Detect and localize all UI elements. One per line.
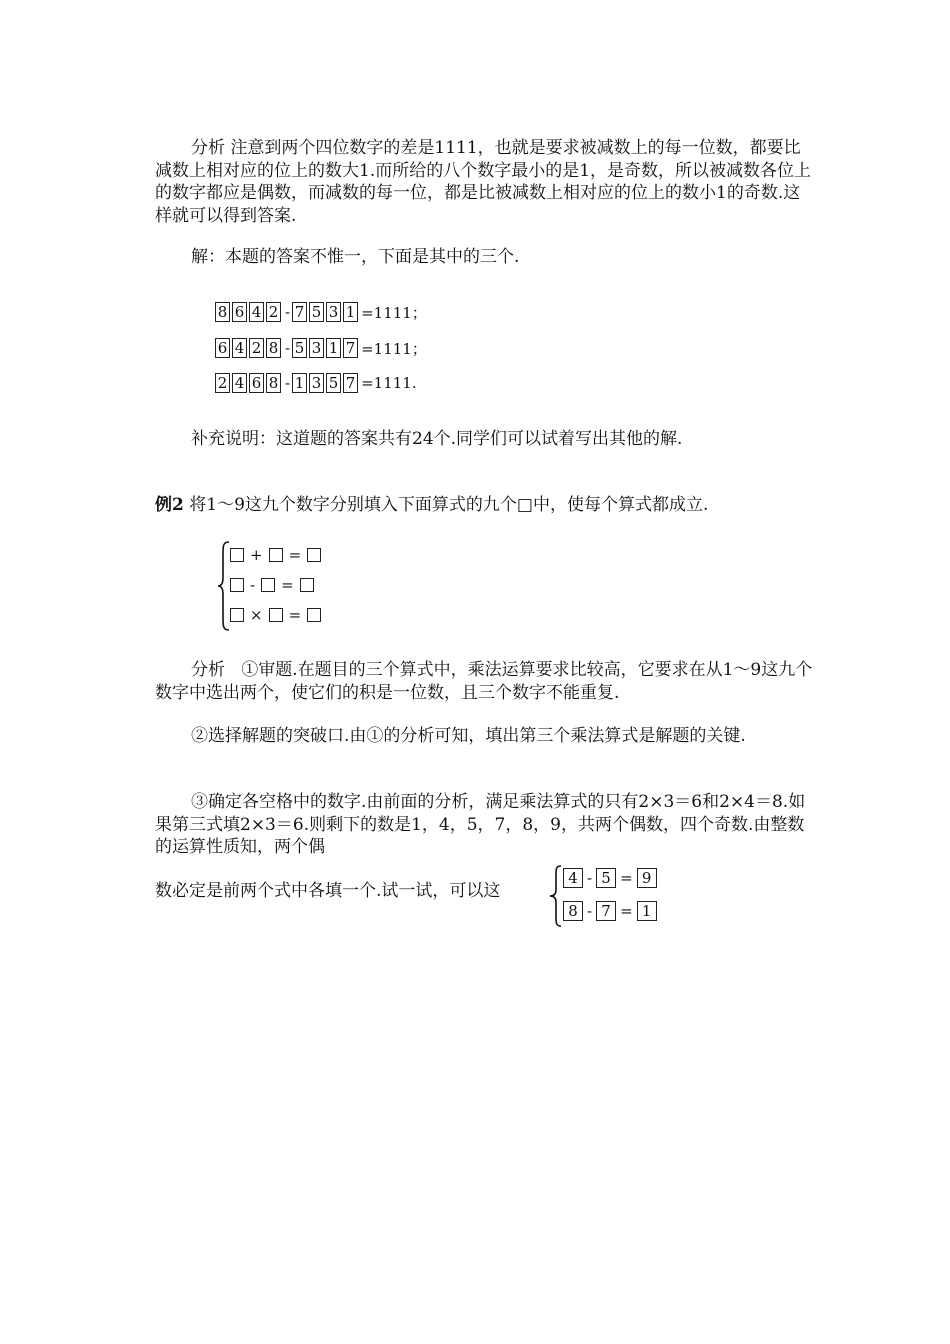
minus-sign: - bbox=[587, 902, 593, 920]
times-sign: × bbox=[250, 606, 263, 624]
equals-sign: = bbox=[288, 546, 302, 564]
example-2-heading bbox=[155, 494, 815, 517]
equation-row-3 bbox=[215, 371, 417, 395]
answer-box: 1 bbox=[637, 901, 657, 921]
equals-sign: = bbox=[620, 869, 633, 887]
digit-box: 2 bbox=[249, 338, 264, 358]
blank-box bbox=[300, 578, 314, 592]
equals-sign: = bbox=[288, 606, 302, 624]
equation-row-2 bbox=[215, 336, 427, 360]
equation-result: =1111. bbox=[361, 374, 417, 392]
solution-intro: 解：本题的答案不惟一，下面是其中的三个. bbox=[191, 247, 520, 267]
answer-box: 8 bbox=[563, 901, 583, 921]
plus-sign: + bbox=[250, 546, 263, 564]
left-brace-icon bbox=[549, 864, 563, 928]
digit-box: 8 bbox=[215, 302, 230, 322]
system-row-1 bbox=[230, 544, 321, 566]
digit-box: 2 bbox=[215, 373, 230, 393]
blank-box bbox=[269, 608, 283, 622]
equals-sign: = bbox=[620, 902, 633, 920]
answer-box: 9 bbox=[637, 868, 657, 888]
answer-box: 7 bbox=[596, 901, 616, 921]
digit-box: 1 bbox=[326, 338, 341, 358]
analysis-step-3: ③确定各空格中的数字.由前面的分析，满足乘法算式的只有2×3＝6和2×4＝8.如果第三式填2×3＝6.则剩下的数是1，4，5，7，8，9，共两个偶数，四个奇数.由整数的运算性质知，两个偶 bbox=[155, 792, 806, 857]
digit-box: 6 bbox=[232, 302, 247, 322]
analysis-text: 注意到两个四位数字的差是1111，也就是要求被减数上的每一位数，都要比减数上相对应的位上的数大1.而所给的八个数字最小的是1，是奇数，所以被减数各位上的数字都应是偶数，而减数的每一位，都是比被减数上相对应的位上的数小1的奇数.这样就可以得到答案. bbox=[155, 138, 812, 226]
digit-box: 4 bbox=[232, 373, 247, 393]
answer-box: 4 bbox=[563, 868, 583, 888]
analysis-paragraph-1 bbox=[155, 137, 815, 227]
example-label: 例2 bbox=[155, 495, 184, 515]
analysis-continuation: 数必定是前两个式中各填一个.试一试，可以这 bbox=[155, 881, 501, 901]
analysis-label: 分析 bbox=[191, 660, 225, 680]
example-text: 将1～9这九个数字分别填入下面算式的九个□中，使每个算式都成立. bbox=[189, 495, 709, 515]
digit-box: 6 bbox=[215, 338, 230, 358]
equation-result: =1111； bbox=[361, 303, 427, 322]
digit-box: 5 bbox=[326, 373, 341, 393]
digit-box: 7 bbox=[343, 338, 358, 358]
blank-box bbox=[269, 548, 283, 562]
digit-box: 2 bbox=[266, 302, 281, 322]
blank-box bbox=[230, 548, 244, 562]
digit-box: 5 bbox=[292, 338, 307, 358]
digit-box: 8 bbox=[266, 338, 281, 358]
digit-box: 7 bbox=[292, 302, 307, 322]
analysis-paragraph-2: 分析 ①审题.在题目的三个算式中，乘法运算要求比较高，它要求在从1～9这九个数字中选出两个，使它们的积是一位数，且三个数字不能重复. bbox=[155, 660, 813, 703]
blank-box bbox=[230, 608, 244, 622]
digit-box: 1 bbox=[343, 302, 358, 322]
digit-box: 8 bbox=[266, 373, 281, 393]
blank-box bbox=[307, 548, 321, 562]
equation-row-1 bbox=[215, 300, 427, 324]
minus-sign: - bbox=[285, 303, 291, 321]
minus-sign: - bbox=[285, 339, 291, 357]
blank-box bbox=[261, 578, 275, 592]
analysis-label: 分析 bbox=[191, 138, 225, 158]
analysis-step-2: ②选择解题的突破口.由①的分析可知，填出第三个乘法算式是解题的关键. bbox=[191, 726, 746, 746]
digit-box: 3 bbox=[309, 338, 324, 358]
digit-box: 6 bbox=[249, 373, 264, 393]
minus-sign: - bbox=[587, 869, 593, 887]
answer-row-2 bbox=[563, 900, 657, 922]
equals-sign: = bbox=[281, 576, 294, 594]
minus-sign: - bbox=[285, 374, 291, 392]
blank-box bbox=[230, 578, 244, 592]
digit-box: 3 bbox=[309, 373, 324, 393]
answer-row-1 bbox=[563, 867, 657, 889]
digit-box: 5 bbox=[309, 302, 324, 322]
system-row-2 bbox=[230, 574, 314, 596]
equation-result: =1111； bbox=[361, 339, 427, 358]
digit-box: 4 bbox=[232, 338, 247, 358]
minus-sign: - bbox=[250, 576, 256, 594]
supplement-note: 补充说明：这道题的答案共有24个.同学们可以试着写出其他的解. bbox=[191, 429, 683, 449]
system-row-3 bbox=[230, 604, 321, 626]
digit-box: 7 bbox=[343, 373, 358, 393]
left-brace-icon bbox=[217, 540, 231, 632]
digit-box: 3 bbox=[326, 302, 341, 322]
digit-box: 1 bbox=[292, 373, 307, 393]
blank-box bbox=[307, 608, 321, 622]
digit-box: 4 bbox=[249, 302, 264, 322]
answer-box: 5 bbox=[596, 868, 616, 888]
